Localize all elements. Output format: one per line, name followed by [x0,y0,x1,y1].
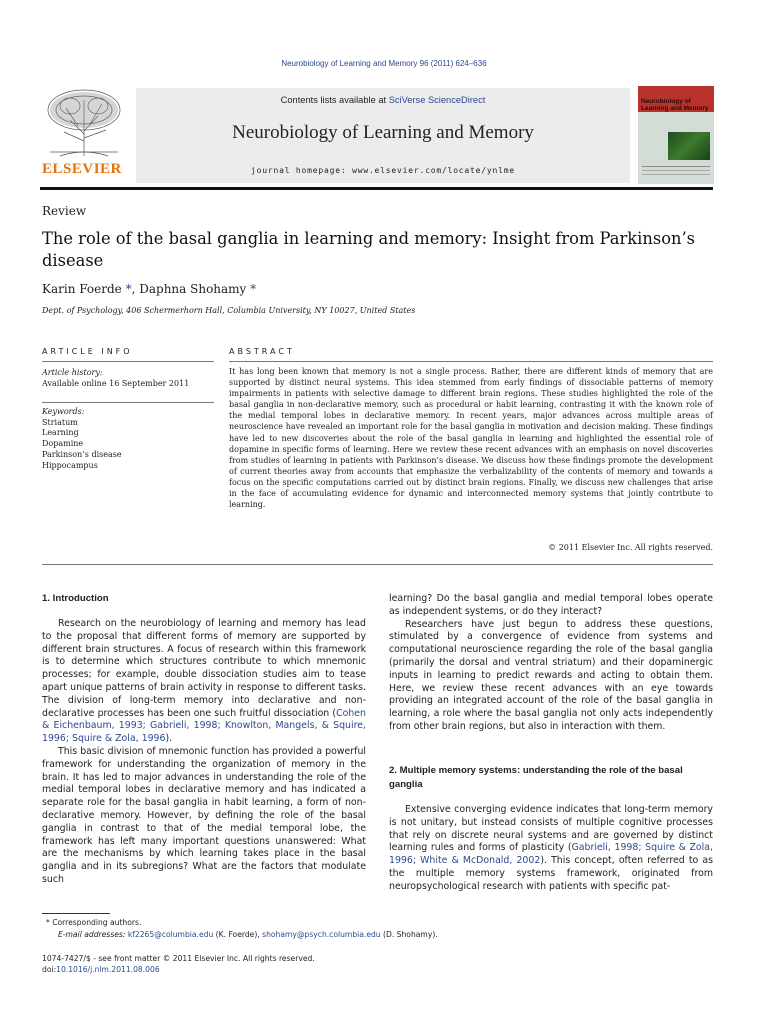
journal-title: Neurobiology of Learning and Memory [232,122,534,143]
journal-citation[interactable]: Neurobiology of Learning and Memory 96 (2011) 624–636 [281,59,487,68]
journal-cover[interactable] [638,86,714,184]
keywords: Keywords: Striatum Learning Dopamine Parkinson’s disease Hippocampus [42,407,214,471]
journal-banner [136,88,630,183]
keyword: Hippocampus [42,460,98,470]
abstract-text: It has long been known that memory is not a single process. Rather, there are different kinds of memory that are supported by distinct neural systems. This idea stemmed from early findings of dissociable patterns of memory impairments in patients with selective damage to different brain regions. These studies highlighted the role of the basal ganglia in non-declarative memory, such as procedural or habit learning, contrasting it with the known role of the medial temporal lobes in declarative memory. In recent years, major advances across multiple areas of neuroscience have revealed an important role for the basal ganglia in motivation and decision making. These findings have led to new discoveries about the role of the basal ganglia in learning and highlighted the essential role of dopamine in specific forms of learning. Here we review these recent advances with an emphasis on novel discoveries from studies of learning in patients with Parkinson’s disease. We discuss how these findings promote the development of current theories away from accounts that emphasize the verbalizability of the contents of memory and towards a focus on the specific computations carried out by distinct brain regions. Finally, we discuss new challenges that arise in the face of accumulating evidence for dynamic and interconnected memory systems that jointly contribute to learning. [229,367,713,510]
article-title: The role of the basal ganglia in learning and memory: Insight from Parkinson’s disease [42,229,696,270]
paragraph: learning? Do the basal ganglia and medial temporal lobes operate as independent systems, or do they interact? [389,593,713,617]
author-name: Karin Foerde [42,282,122,296]
author-name: Daphna Shohamy [139,282,247,296]
abstract-heading: ABSTRACT [229,347,295,356]
paragraph: Extensive converging evidence indicates that long-term memory is not unitary, but instead consists of multiple cognitive processes that rely on discrete neural systems and are governed by distinct learning rules and forms of plasticity (Gabrieli, 1998; Squire & Zola, 1996; White & McDonald, 2002). This concept, often referred to as the multiple memory systems framework, originated from neuropsychological research with patients with specific pat- [389,804,714,892]
keyword: Learning [42,428,79,438]
contents-line: Contents lists available at SciVerse ScienceDirect [280,95,486,105]
paragraph: Researchers have just begun to address these questions, stimulated by a convergence of evidence from systems and computational neuroscience regarding the role of the basal ganglia (primarily the dorsal and ventral striatum) and their dopaminergic inputs in learning to predict rewards and acting to obtain them. Here, we review these recent advances with an eye towards providing an integrated account of the role of the basal ganglia in learning, a role where the basal ganglia not only acts independently from other brain regions, but also in interaction with them. [389,618,713,732]
cover-text-lines [642,166,710,167]
paragraph: Research on the neurobiology of learning and memory has lead to the proposal that different forms of memory are supported by different brain structures. A focus of research within this framework is to determine which structures contribute to which mnemonic processes; for example, double dissociation studies aim to tease apart unique patterns of brain activity in response to different tasks. The division of long-term memory into declarative and non-declarative processes has been one such fruitful dissociation (Cohen & Eichenbaum, 1993; Gabrieli, 1998; Knowlton, Mangels, & Squire, 1996; Squire & Zola, 1996). [42,618,366,745]
publisher-logo-text: ELSEVIER [42,161,122,177]
article-type: Review [42,204,87,218]
email-link[interactable]: kf2265@columbia.edu [127,930,214,939]
section-heading: 1. Introduction [42,593,109,604]
doi-line: doi:10.1016/j.nlm.2011.08.006 [42,965,160,974]
corresponding-author-star[interactable]: * [125,282,132,296]
tree-icon [40,86,128,158]
divider [42,564,713,565]
section-heading: 2. Multiple memory systems: understanding the role of the basal ganglia [389,765,683,790]
header-rule [40,187,713,190]
cover-image [668,132,710,160]
paragraph: This basic division of mnemonic function has provided a powerful framework for understanding the organization of memory in the brain. It has led to major advances in understanding the role of the medial temporal lobes in declarative memory and has indicated a separate role for the basal ganglia in habit learning, a form of non-declarative memory. However, by defining the role of the basal ganglia in contrast to that of the medial temporal lobe, the framework has left many important questions unanswered: What are the mechanisms by which learning takes place in the basal ganglia and in its subregions? What are the factors that modulate such [42,745,366,885]
body-column-right [389,593,713,734]
citation-link[interactable]: Cohen & Eichenbaum, 1993; Gabrieli, 1998; Knowlton, Mangels, & Squire, 1996; Squire & Zola, 1996 [42,707,366,745]
body-column-right-cont [389,804,713,894]
journal-homepage[interactable]: journal homepage: www.elsevier.com/locate/ynlme [251,166,515,175]
corresponding-author-star[interactable]: * [250,282,257,296]
sciencedirect-link[interactable]: SciVerse ScienceDirect [388,95,486,105]
authors: Karin Foerde *, Daphna Shohamy * [42,282,257,296]
footnote-rule [42,913,110,914]
corresponding-note: * Corresponding authors. [46,918,142,927]
keyword: Striatum [42,417,78,427]
divider [229,361,713,362]
body-column-left [42,618,366,887]
doi-link[interactable]: 10.1016/j.nlm.2011.08.006 [56,965,160,974]
keyword: Parkinson’s disease [42,449,122,459]
elsevier-logo[interactable] [40,86,128,178]
copyright: © 2011 Elsevier Inc. All rights reserved. [548,543,713,552]
citation-link[interactable]: Gabrieli, 1998; Squire & Zola, 1996; White & McDonald, 2002 [389,842,714,867]
email-note: E-mail addresses: kf2265@columbia.edu (K. Foerde), shohamy@psych.columbia.edu (D. Shohamy). [58,930,438,939]
cover-title: Neurobiology of Learning and Memory [641,98,709,112]
keyword: Dopamine [42,439,84,449]
email-link[interactable]: shohamy@psych.columbia.edu [262,930,381,939]
article-history: Article history: Available online 16 September 2011 [42,368,190,388]
divider [42,402,214,403]
affiliation: Dept. of Psychology, 406 Schermerhorn Hall, Columbia University, NY 10027, United States [42,306,416,315]
issn-line: 1074-7427/$ - see front matter © 2011 Elsevier Inc. All rights reserved. [42,954,315,963]
article-info-heading: ARTICLE INFO [42,347,133,356]
divider [42,361,214,362]
